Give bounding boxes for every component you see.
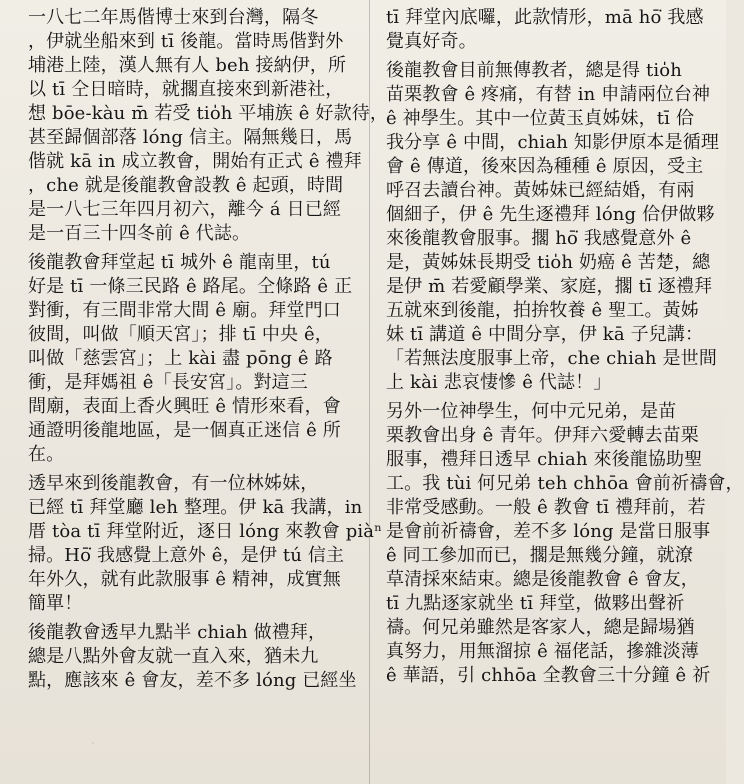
text-line: 栗教會出身 ê 青年。伊拜六愛轉去苗栗 (386, 425, 699, 446)
text-line: 彼間，叫做「順天宮」；排 tī 中央 ê， (28, 324, 333, 345)
paragraph (28, 251, 356, 467)
text-line: 「若無法度服事上帝，che chiah 是世間 (386, 348, 717, 369)
text-line: 真努力，用無溜掠 ê 福佬話，摻雜淡薄 (386, 641, 699, 662)
text-line: 後龍教會透早九點半 chiah 做禮拜， (28, 622, 327, 643)
text-line: 衝，是拜媽祖 ê「長安宮」。對這三 (28, 372, 308, 393)
text-line: 想 bōe-kàu m̄ 若受 tio̍h 平埔族 ê 好款待， (28, 103, 389, 124)
text-line: 後龍教會目前無傳教者，總是得 tio̍h (386, 60, 682, 81)
text-line: 一八七二年馬偕博士來到台灣，隔冬 (28, 7, 319, 28)
paragraph (386, 59, 720, 395)
text-line: 服事，禮拜日透早 chiah 來後龍協助聖 (386, 449, 703, 470)
text-line: 另外一位神學生，何中元兄弟，是苗 (386, 401, 677, 422)
text-line: tī 九點逐家就坐 tī 拜堂，做夥出聲祈 (386, 593, 685, 614)
text-line: 簡單！ (28, 593, 83, 614)
text-line: 是伊 m̄ 若愛顧學業、家庭，擱 tī 逐禮拜 (386, 276, 713, 297)
text-line: 掃。Hō͘ 我感覺上意外 ê，是伊 tú 信主 (28, 545, 345, 566)
text-line: 是一百三十四冬前 ê 代誌。 (28, 223, 251, 244)
text-line: 禱。何兄弟雖然是客家人，總是歸場猶 (386, 617, 695, 638)
text-line: 苗栗教會 ê 疼痛，有替 in 申請兩位台神 (386, 84, 711, 105)
text-line: 年外久，就有此款服事 ê 精神，成實無 (28, 569, 341, 590)
text-line: ê 神學生。其中一位黃玉貞姊妹，tī 佮 (386, 108, 695, 129)
right-column (386, 0, 744, 784)
text-line: 點，應該來 ê 會友，差不多 lóng 已經坐 (28, 670, 357, 691)
paragraph (28, 472, 383, 616)
text-line: 是會前祈禱會，差不多 lóng 是當日服事 (386, 521, 711, 542)
text-line: 是，黃姊妹長期受 tio̍h 奶癌 ê 苦楚，總 (386, 252, 711, 273)
text-line: 呼召去讀台神。黃姊妹已經結婚，有兩 (386, 180, 695, 201)
text-line: 個細子，伊 ê 先生逐禮拜 lóng 佮伊做夥 (386, 204, 715, 225)
text-line: 透早來到後龍教會，有一位林姊妹， (28, 473, 319, 494)
text-line: 在。 (28, 444, 65, 465)
text-line: 上 kài 悲哀悽慘 ê 代誌！」 (386, 372, 612, 393)
text-line: 五就來到後龍，拍拚牧養 ê 聖工。黃姊 (386, 300, 699, 321)
paragraph (386, 6, 706, 54)
text-line: 對衝，有三間非常大間 ê 廟。拜堂門口 (28, 300, 341, 321)
text-line: ê 華語，引 chhōa 全教會三十分鐘 ê 祈 (386, 665, 711, 686)
text-line: 我分享 ê 中間，chiah 知影伊原本是循理 (386, 132, 720, 153)
text-line: 非常受感動。一般 ê 教會 tī 禮拜前，若 (386, 497, 706, 518)
text-line: 妹 tī 講道 ê 中間分享，伊 kā 子兒講： (386, 324, 704, 345)
text-line: 厝 tòa tī 拜堂附近，逐日 lóng 來教會 piàⁿ (28, 521, 383, 542)
text-line: 草清採來結束。總是後龍教會 ê 會友， (386, 569, 699, 590)
text-line: 叫做「慈雲宮」；上 kài 盡 pōng ê 路 (28, 348, 333, 369)
text-line: ，伊就坐船來到 tī 後龍。當時馬偕對外 (28, 31, 344, 52)
text-line: 後龍教會拜堂起 tī 城外 ê 龍南里，tú (28, 252, 331, 273)
text-line: 來後龍教會服事。擱 hō͘ 我感覺意外 ê (386, 228, 692, 249)
text-line: 是一八七三年四月初六，離今 á 日已經 (28, 199, 342, 220)
text-line: 通證明後龍地區，是一個真正迷信 ê 所 (28, 420, 341, 441)
text-line: tī 拜堂內底囉，此款情形，mā hō͘ 我感 (386, 7, 704, 28)
text-line: ê 同工參加而已，擱是無幾分鐘，就潦 (386, 545, 694, 566)
paragraph (28, 621, 356, 693)
text-line: 好是 tī 一條三民路 ê 路尾。仝條路 ê 正 (28, 276, 353, 297)
text-line: 會 ê 傳道，後來因為種種 ê 原因，受主 (386, 156, 704, 177)
paragraph (386, 400, 744, 688)
text-line: 偕就 kā in 成立教會，開始有正式 ê 禮拜 (28, 151, 362, 172)
text-line: 已經 tī 拜堂廳 leh 整理。伊 kā 我講，in (28, 497, 363, 518)
text-line: 以 tī 仝日暗時，就擱直接來到新港社， (28, 79, 344, 100)
left-column (28, 0, 389, 784)
text-line: 甚至歸個部落 lóng 信主。隔無幾日，馬 (28, 127, 353, 148)
text-line: 覺真好奇。 (386, 31, 477, 52)
text-line: 埔港上陸，漢人無有人 beh 接納伊，所 (28, 55, 347, 76)
text-line: ，che 就是後龍教會設教 ê 起頭，時間 (28, 175, 344, 196)
text-line: 總是八點外會友就一直入來，猶未九 (28, 646, 319, 667)
paragraph (28, 6, 389, 246)
text-line: 工。我 tùi 何兄弟 teh chhōa 會前祈禱會， (386, 473, 744, 494)
text-line: 間廟，表面上香火興旺 ê 情形來看，會 (28, 396, 341, 417)
